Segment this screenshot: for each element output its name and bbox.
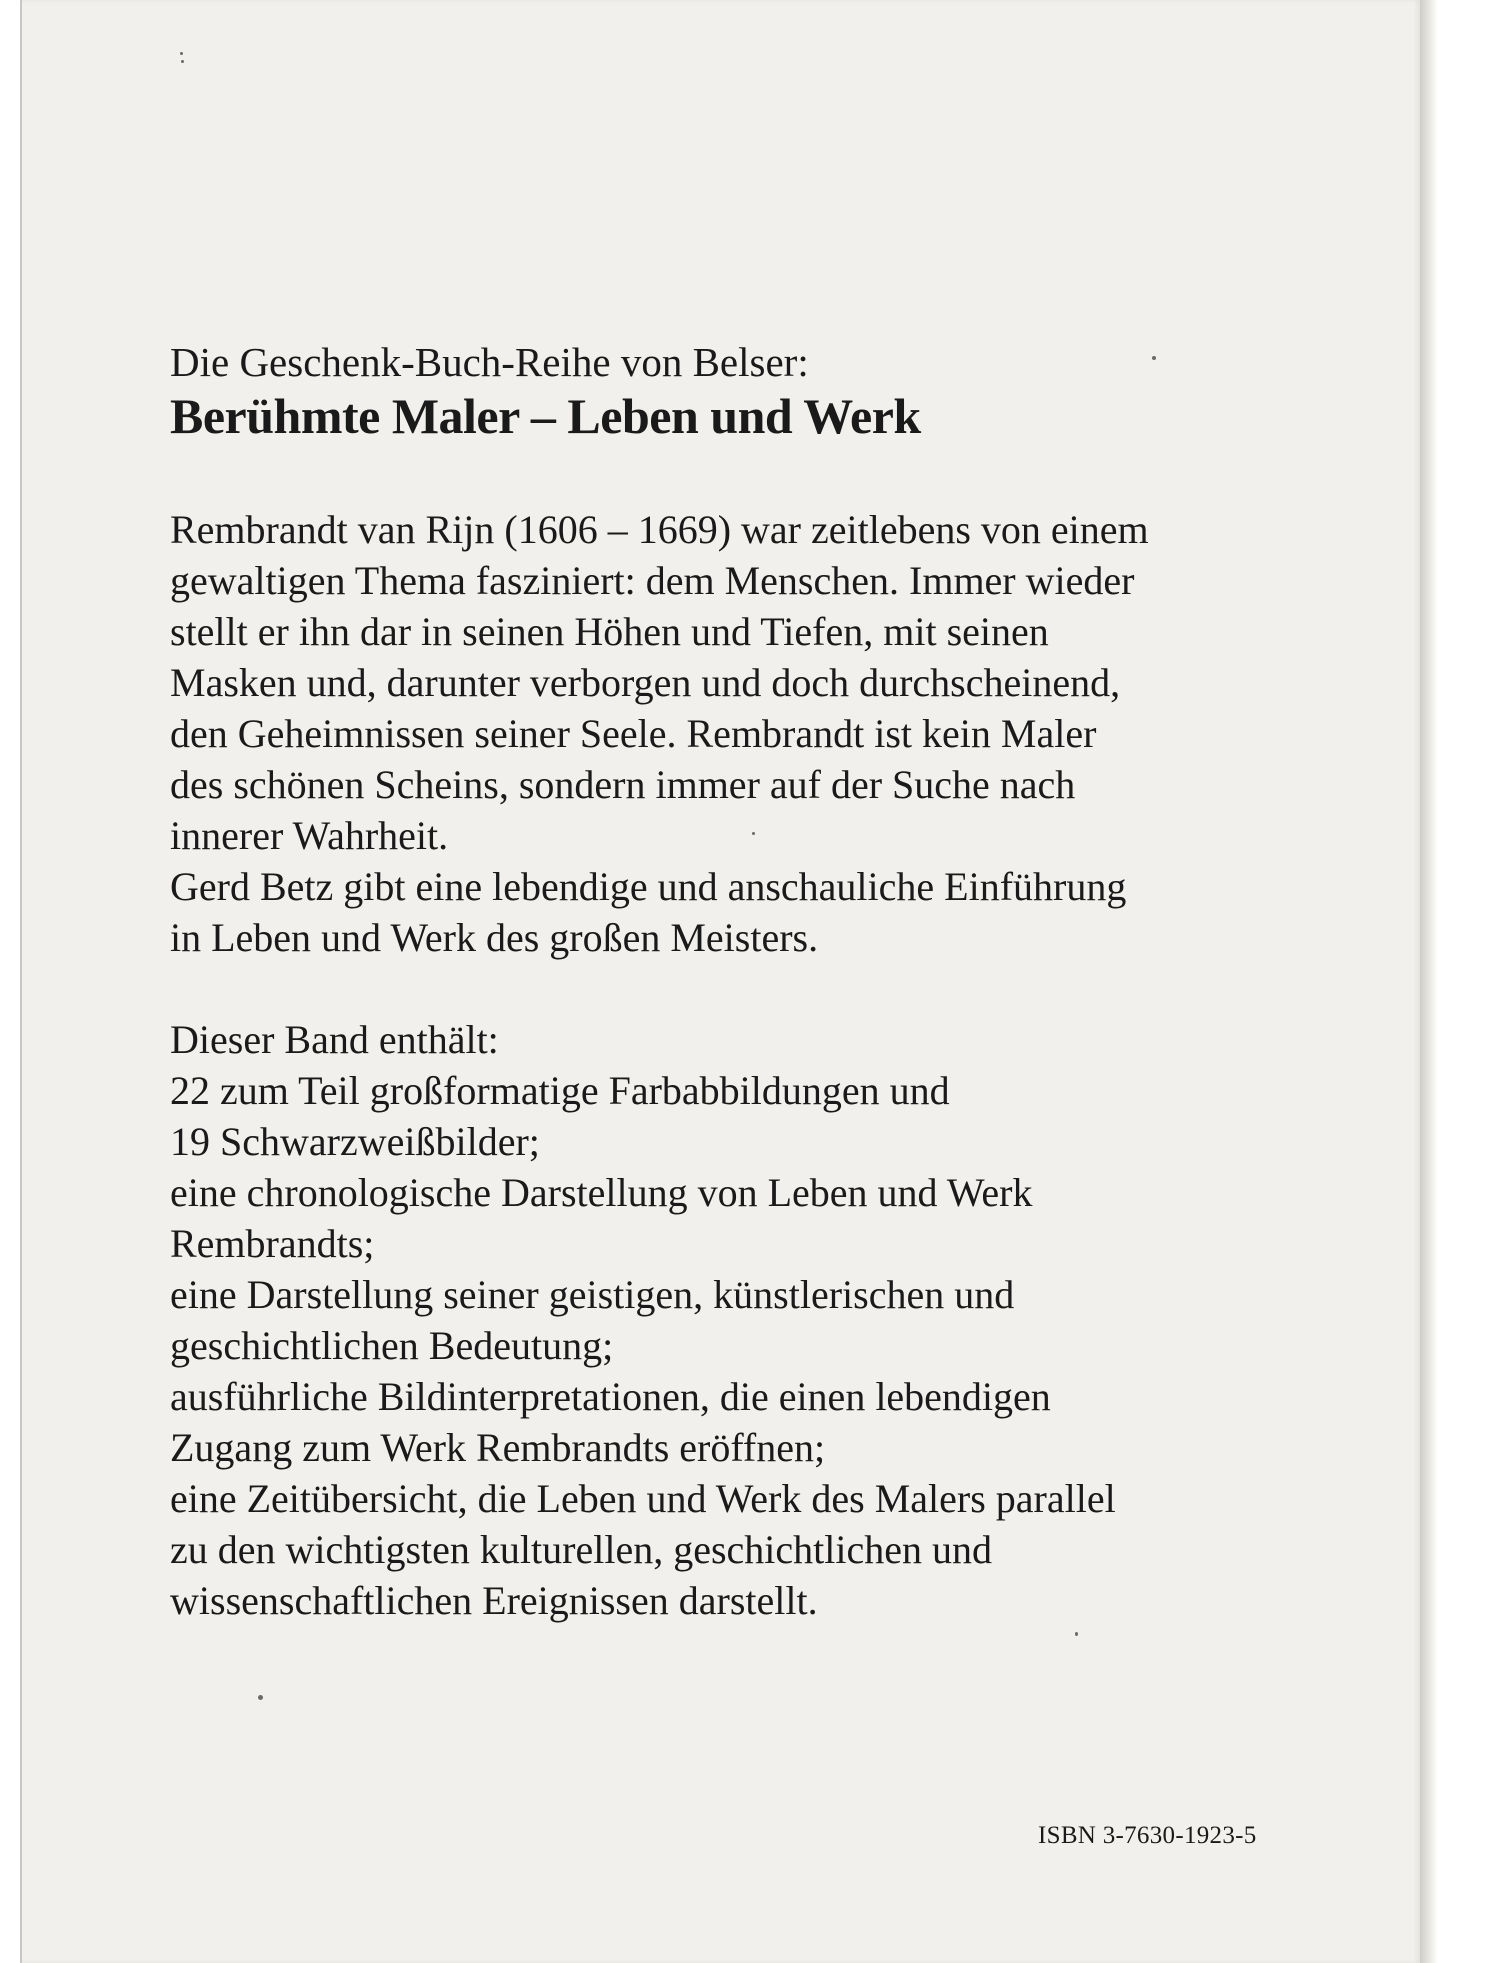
- cover-text-block: [170, 338, 1300, 1626]
- description-line: innerer Wahrheit.: [170, 813, 449, 858]
- print-speck: [180, 52, 183, 55]
- contents-line: wissenschaftlichen Ereignissen darstellt.: [170, 1578, 818, 1623]
- description-paragraph: [170, 504, 1300, 963]
- series-intro-line: Die Geschenk-Buch-Reihe von Belser:: [170, 339, 809, 385]
- contents-line: eine Darstellung seiner geistigen, künstlerischen und: [170, 1272, 1015, 1317]
- contents-heading: Dieser Band enthält:: [170, 1017, 499, 1062]
- description-line: in Leben und Werk des großen Meisters.: [170, 915, 819, 960]
- print-speck: [258, 1695, 263, 1700]
- description-line: gewaltigen Thema fasziniert: dem Menschen. Immer wieder: [170, 558, 1135, 603]
- contents-list: [170, 1014, 1300, 1626]
- contents-line: zu den wichtigsten kulturellen, geschichtlichen und: [170, 1527, 992, 1572]
- contents-line: eine chronologische Darstellung von Leben und Werk: [170, 1170, 1033, 1215]
- contents-line: 22 zum Teil großformatige Farbabbildungen und: [170, 1068, 950, 1113]
- description-line: den Geheimnissen seiner Seele. Rembrandt ist kein Maler: [170, 711, 1097, 756]
- description-line: Gerd Betz gibt eine lebendige und anschauliche Einführung: [170, 864, 1127, 909]
- print-speck: [1075, 1632, 1078, 1636]
- contents-line: Zugang zum Werk Rembrandts eröffnen;: [170, 1425, 826, 1470]
- contents-line: ausführliche Bildinterpretationen, die einen lebendigen: [170, 1374, 1051, 1419]
- cover-right-edge-shadow: [1420, 0, 1438, 1963]
- series-title: Berühmte Maler – Leben und Werk: [170, 388, 921, 444]
- description-line: des schönen Scheins, sondern immer auf der Suche nach: [170, 762, 1076, 807]
- print-speck: [181, 60, 184, 63]
- description-line: Rembrandt van Rijn (1606 – 1669) war zeitlebens von einem: [170, 507, 1149, 552]
- contents-line: 19 Schwarzweißbilder;: [170, 1119, 540, 1164]
- contents-line: Rembrandts;: [170, 1221, 375, 1266]
- contents-line: geschichtlichen Bedeutung;: [170, 1323, 614, 1368]
- cover-left-edge: [20, 0, 22, 1963]
- description-line: stellt er ihn dar in seinen Höhen und Tiefen, mit seinen: [170, 609, 1049, 654]
- isbn-number: ISBN 3-7630-1923-5: [1038, 1822, 1257, 1849]
- contents-line: eine Zeitübersicht, die Leben und Werk des Malers parallel: [170, 1476, 1116, 1521]
- description-line: Masken und, darunter verborgen und doch durchscheinend,: [170, 660, 1121, 705]
